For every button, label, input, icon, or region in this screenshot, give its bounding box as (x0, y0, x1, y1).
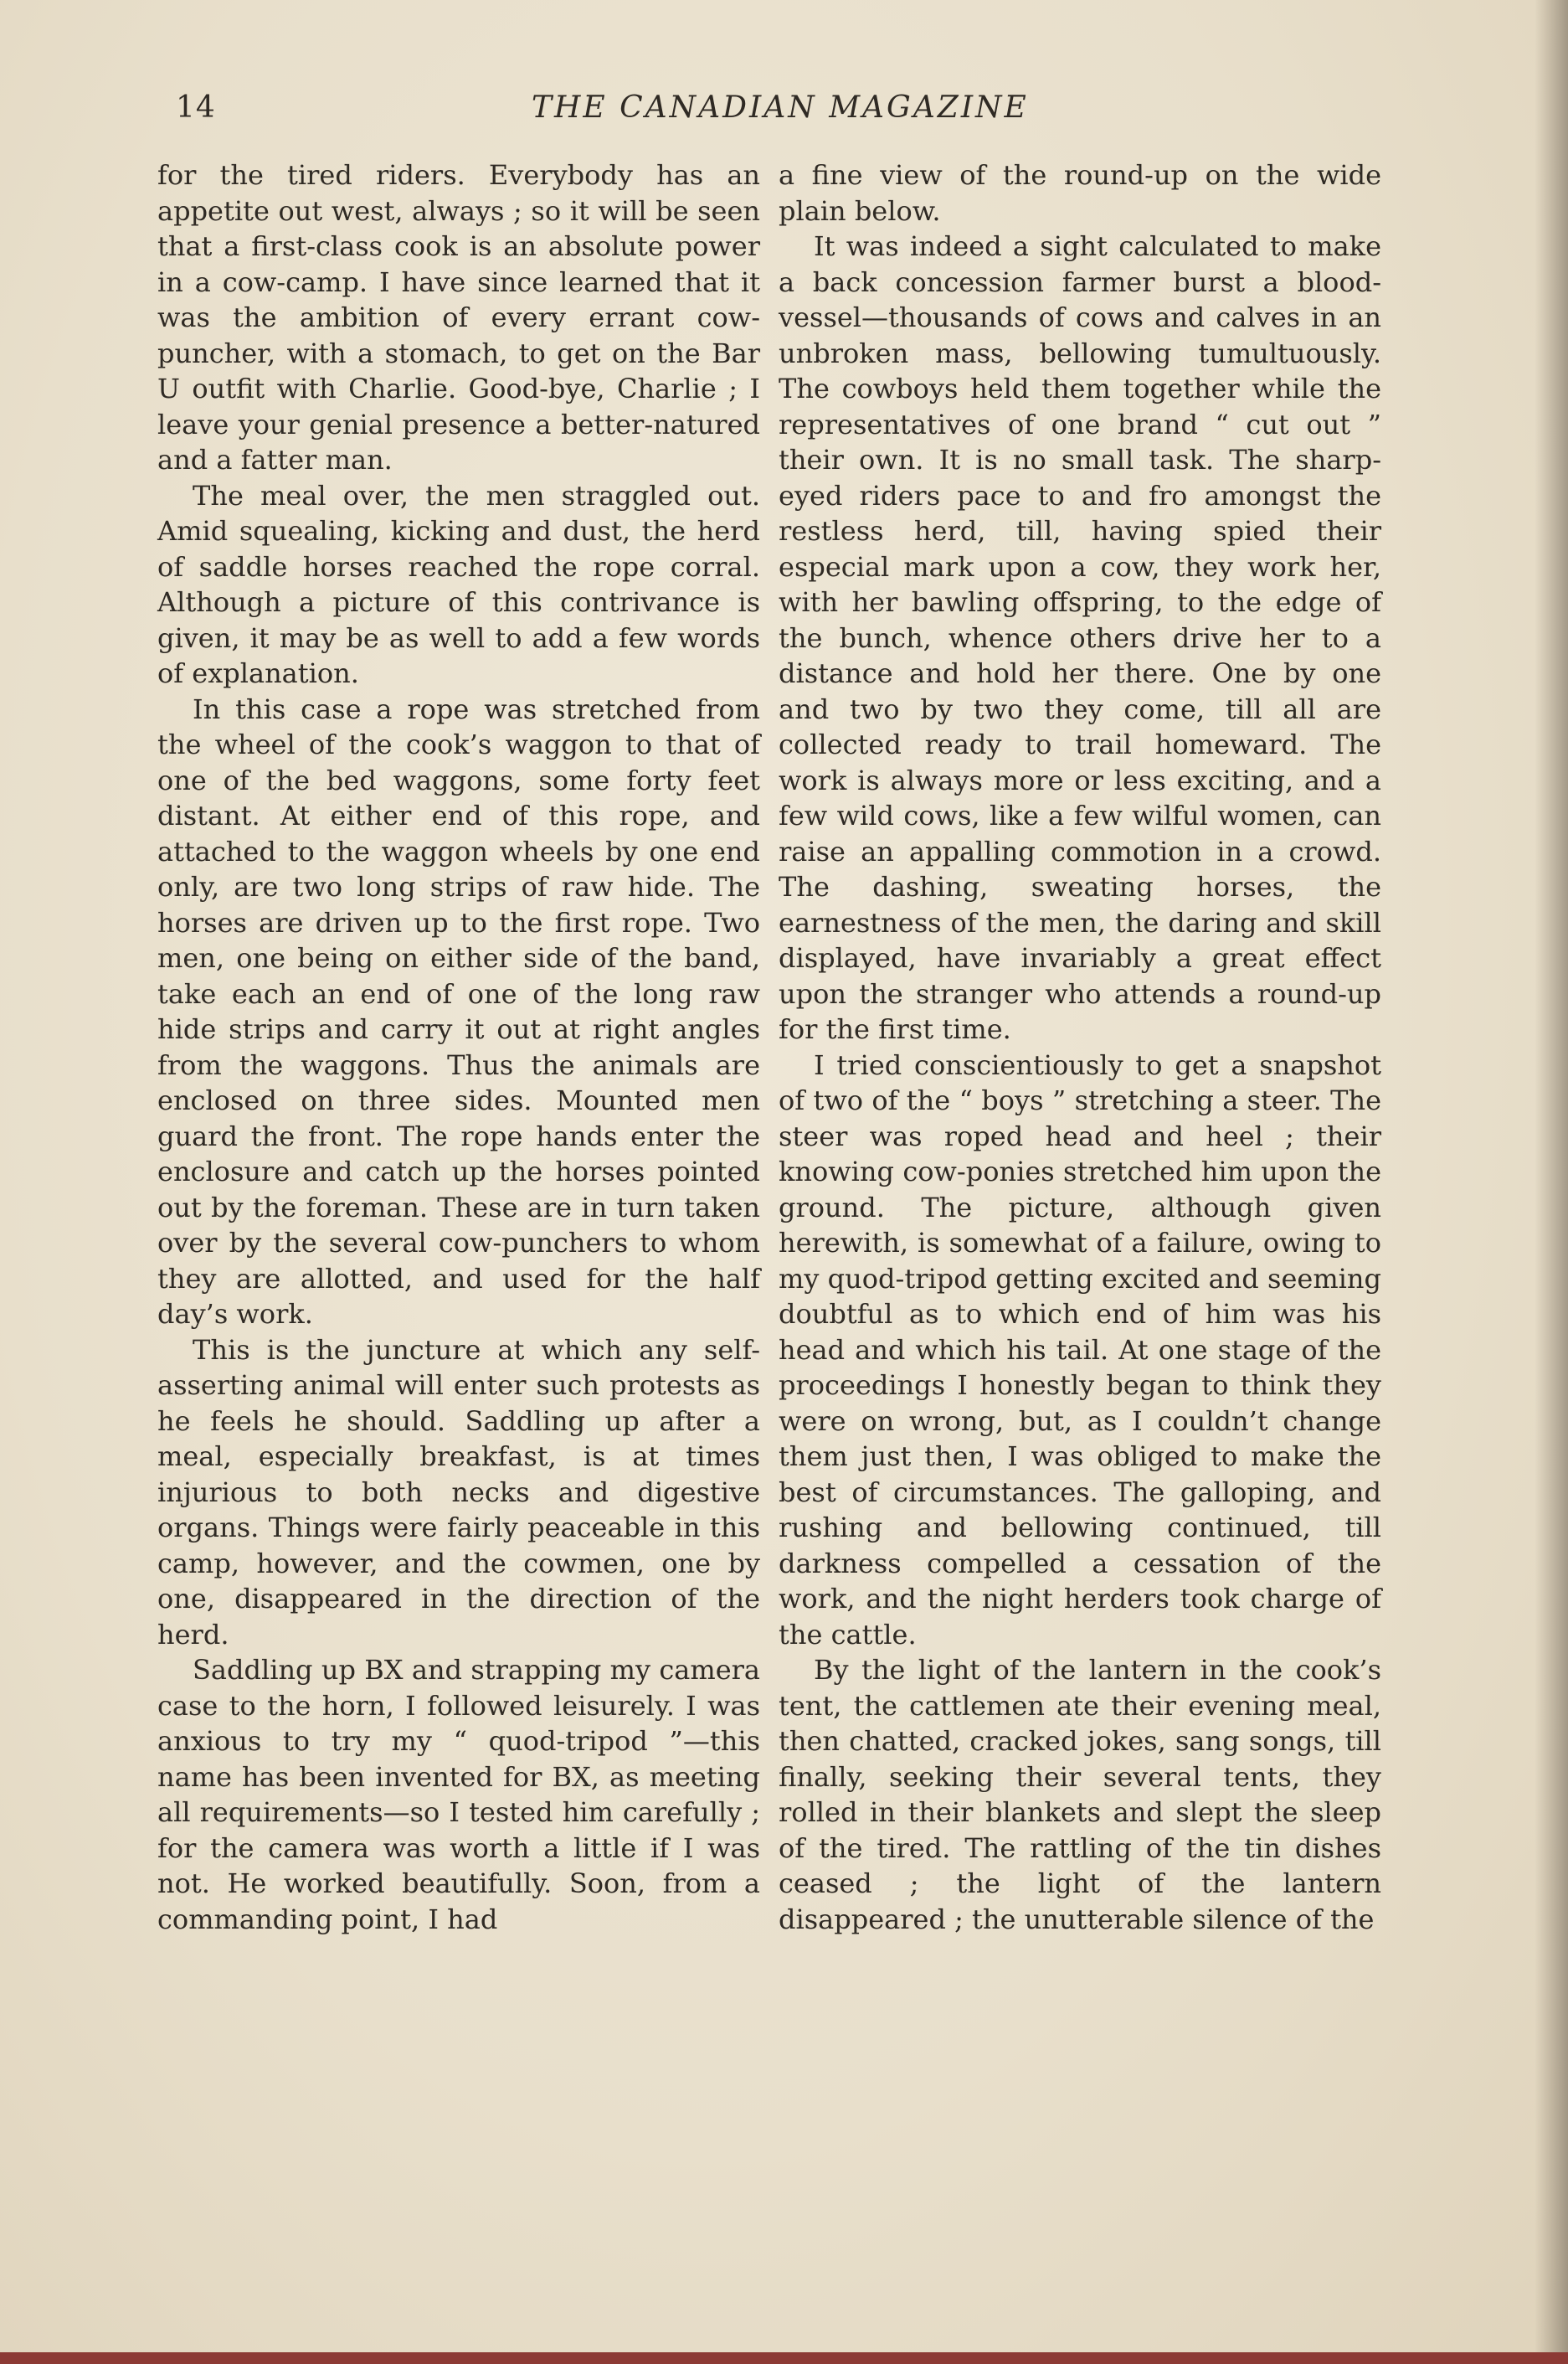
left-column (157, 157, 760, 1937)
paragraph: In this case a rope was stretched from the wheel of the cook’s waggon to that of one of the bed waggons, some forty feet distant. At either end of this rope, and attached to the waggon wheels by one end only, are two long strips of raw hide. The horses are driven up to the first rope. Two men, one being on either side of the band, take each an end of one of the long raw hide strips and carry it out at right angles from the waggons. Thus the animals are enclosed on three sides. Mounted men guard the front. The rope hands enter the enclosure and catch up the horses pointed out by the foreman. These are in turn taken over by the several cow-punchers to whom they are allotted, and used for the half day’s work. (157, 693, 760, 1330)
page-bottom-edge (0, 2352, 1568, 2364)
paragraph: By the light of the lantern in the cook’s tent, the cattlemen ate their evening meal, then chatted, cracked jokes, sang songs, till finally, seeking their several tents, they rolled in their blankets and slept the sleep of the tired. The rattling of the tin dishes ceased ; the light of the lantern disappeared ; the unutterable silence of the (779, 1654, 1381, 1935)
page-header (176, 90, 1055, 141)
running-title: THE CANADIAN MAGAZINE (532, 90, 1029, 125)
right-column (779, 157, 1381, 1937)
paragraph: Saddling up BX and strapping my camera case to the horn, I followed leisurely. I was anxious to try my “ quod-tripod ”—this name has been invented for BX, as meeting all requirements—so I tested him carefully ; for the camera was worth a little if I was not. He worked beautifully. Soon, from a commanding point, I had (157, 1654, 760, 1935)
paragraph: a fine view of the round-up on the wide plain below. (779, 159, 1381, 227)
paragraph: The meal over, the men straggled out. Amid squealing, kicking and dust, the herd of saddle horses reached the rope corral. Although a picture of this contrivance is given, it may be as well to add a few words of explanation. (157, 479, 760, 689)
book-spine-shadow (1535, 0, 1568, 2364)
paragraph: I tried conscientiously to get a snapshot of two of the “ boys ” stretching a steer. The steer was roped head and heel ; their knowing cow-ponies stretched him upon the ground. The picture, although given herewith, is somewhat of a failure, owing to my quod-tripod getting excited and seeming doubtful as to which end of him was his head and which his tail. At one stage of the proceedings I honestly began to think they were on wrong, but, as I couldn’t change them just then, I was obliged to make the best of circumstances. The galloping, and rushing and bellowing continued, till darkness compelled a cessation of the work, and the night herders took charge of the cattle. (779, 1048, 1381, 1651)
page-number: 14 (176, 90, 216, 125)
paragraph: This is the juncture at which any self-asserting animal will enter such protests as he feels he should. Saddling up after a meal, especially breakfast, is at times injurious to both necks and digestive organs. Things were fairly peaceable in this camp, however, and the cowmen, one by one, disappeared in the direction of the herd. (157, 1333, 760, 1651)
paragraph: It was indeed a sight calculated to make a back concession farmer burst a blood-vessel—thousands of cows and calves in an unbroken mass, bellowing tumultuously. The cowboys held them together while the representatives of one brand “ cut out ” their own. It is no small task. The sharp-eyed riders pace to and fro amongst the restless herd, till, having spied their especial mark upon a cow, they work her, with her bawling offspring, to the edge of the bunch, whence others drive her to a distance and hold her there. One by one and two by two they come, till all are collected ready to trail homeward. The work is always more or less exciting, and a few wild cows, like a few wilful women, can raise an appalling commotion in a crowd. The dashing, sweating horses, the earnestness of the men, the daring and skill displayed, have invariably a great effect upon the stranger who attends a round-up for the first time. (779, 230, 1381, 1045)
paragraph: for the tired riders. Everybody has an appetite out west, always ; so it will be seen that a first-class cook is an absolute power in a cow-camp. I have since learned that it was the ambition of every errant cow-puncher, with a stomach, to get on the Bar U outfit with Charlie. Good-bye, Charlie ; I leave your genial presence a better-natured and a fatter man. (157, 159, 760, 476)
